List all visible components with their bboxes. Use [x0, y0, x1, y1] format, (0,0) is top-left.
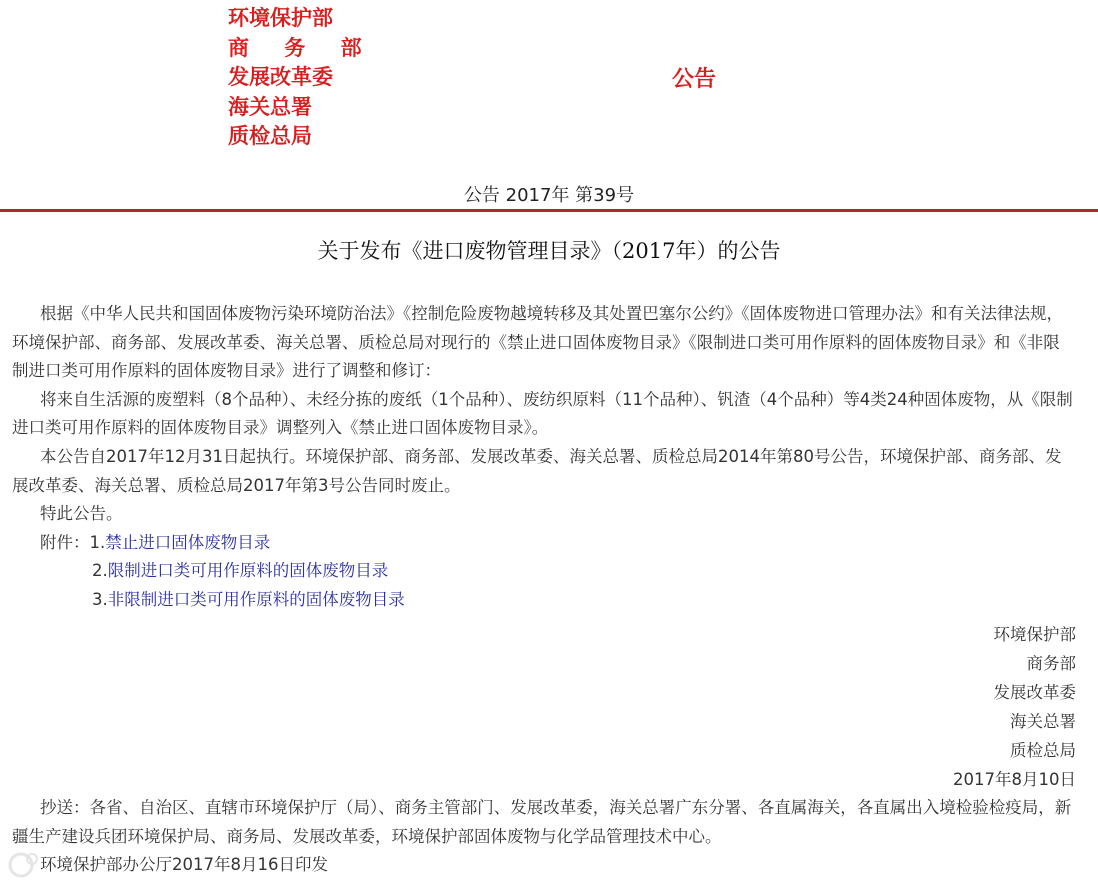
issuing-org: 商 务 部 — [228, 35, 376, 60]
red-divider — [0, 209, 1098, 212]
cc-list: 抄送：各省、自治区、直辖市环境保护厅（局）、商务主管部门、发展改革委，海关总署广东分署、各直属海关，各直属出入境检验检疫局，新疆生产建设兵团环境保护局、商务局、发展改革委，环境保护部固体废物与化学品管理技术中心。 — [12, 798, 1072, 846]
issuing-org: 海关总署 — [228, 94, 312, 119]
attachment-link[interactable]: 非限制进口类可用作原料的固体废物目录 — [107, 589, 405, 609]
paragraph: 特此公告。 — [40, 504, 123, 524]
signature-org: 环境保护部 — [993, 625, 1076, 644]
doc-number: 公告 2017年 第39号 — [463, 185, 635, 206]
document-body — [12, 300, 1076, 615]
paragraph: 根据《中华人民共和国固体废物污染环境防治法》《控制危险废物越境转移及其处置巴塞尔公约》《固体废物进口管理办法》和有关法律法规，环境保护部、商务部、发展改革委、海关总署、质检总局对现行的《禁止进口固体废物目录》《限制进口类可用作原料的固体废物目录》和《非限制进口类可用作原料的固体废物目录》进行了调整和修订： — [12, 304, 1063, 381]
signature-org: 海关总署 — [1010, 712, 1076, 731]
attachment-link[interactable]: 限制进口类可用作原料的固体废物目录 — [107, 561, 389, 581]
attachment-number: 2. — [92, 561, 108, 581]
issuing-orgs — [228, 4, 376, 152]
issuing-org: 发展改革委 — [228, 65, 333, 89]
issued-line: 环境保护部办公厅2017年8月16日印发 — [40, 855, 328, 875]
signature-org: 质检总局 — [1010, 741, 1076, 760]
signature-date: 2017年8月10日 — [953, 770, 1076, 789]
issuing-org: 环境保护部 — [228, 6, 333, 30]
issuing-org: 质检总局 — [228, 124, 312, 148]
footer — [12, 794, 1076, 880]
signature-org: 商务部 — [1026, 654, 1076, 673]
paragraph: 将来自生活源的废塑料（8个品种）、未经分拣的废纸（1个品种）、废纺织原料（11个品种）、钒渣（4个品种）等4类24种固体废物，从《限制进口类可用作原料的固体废物目录》调整列入《禁止进口固体废物目录》。 — [12, 389, 1073, 438]
attachments-label: 附件： — [40, 532, 90, 552]
attachment-row — [12, 557, 1076, 586]
attachment-row — [12, 529, 1076, 558]
paragraph: 本公告自2017年12月31日起执行。环境保护部、商务部、发展改革委、海关总署、质检总局2014年第80号公告，环境保护部、商务部、发展改革委、海关总署、质检总局2017年第3号公告同时废止。 — [12, 446, 1062, 495]
attachment-number: 3. — [92, 589, 108, 609]
attachment-link[interactable]: 禁止进口固体废物目录 — [105, 532, 271, 552]
signature-org: 发展改革委 — [993, 683, 1076, 702]
signature-block — [953, 620, 1076, 794]
page-title: 关于发布《进口废物管理目录》（2017年）的公告 — [317, 239, 781, 263]
watermark-icon — [6, 850, 136, 880]
notice-label: 公告 — [672, 67, 717, 92]
attachment-row — [12, 586, 1076, 615]
attachment-number: 1. — [89, 532, 106, 552]
